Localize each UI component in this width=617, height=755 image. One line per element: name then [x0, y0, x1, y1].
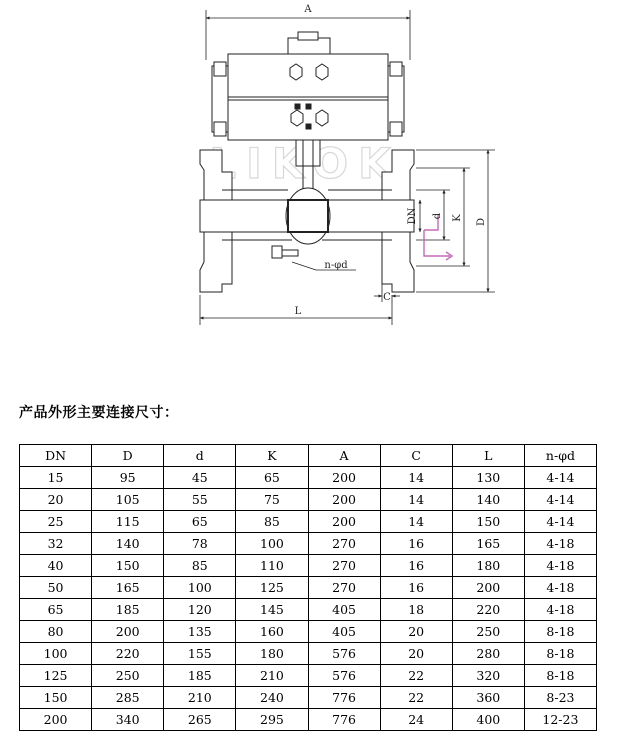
column-header: K — [236, 445, 308, 467]
table-cell: 405 — [308, 621, 380, 643]
table-cell: 576 — [308, 665, 380, 687]
table-cell: 85 — [236, 511, 308, 533]
table-cell: 4-14 — [524, 489, 596, 511]
table-cell: 22 — [380, 687, 452, 709]
table-cell: 78 — [164, 533, 236, 555]
table-cell: 165 — [452, 533, 524, 555]
table-row — [20, 555, 597, 577]
table-caption: 产品外形主要连接尺寸： — [19, 405, 179, 421]
table-cell: 65 — [20, 599, 92, 621]
table-cell: 55 — [164, 489, 236, 511]
table-cell: 14 — [380, 489, 452, 511]
table-cell: 140 — [452, 489, 524, 511]
table-cell: 40 — [20, 555, 92, 577]
table-cell: 125 — [236, 577, 308, 599]
column-header: A — [308, 445, 380, 467]
table-row — [20, 511, 597, 533]
table-cell: 4-18 — [524, 533, 596, 555]
table-cell: 200 — [92, 621, 164, 643]
table-cell: 16 — [380, 577, 452, 599]
table-cell: 110 — [236, 555, 308, 577]
column-header: DN — [20, 445, 92, 467]
valve-drawing-svg — [0, 0, 617, 340]
table-cell: 270 — [308, 555, 380, 577]
table-cell: 200 — [20, 709, 92, 731]
table-row — [20, 489, 597, 511]
table-cell: 8-18 — [524, 665, 596, 687]
table-row — [20, 577, 597, 599]
label-L: L — [294, 306, 302, 317]
table-row — [20, 621, 597, 643]
table-cell: 22 — [380, 665, 452, 687]
table-cell: 180 — [236, 643, 308, 665]
column-header: L — [452, 445, 524, 467]
column-header: C — [380, 445, 452, 467]
table-cell: 220 — [92, 643, 164, 665]
table-cell: 20 — [380, 621, 452, 643]
flow-arrow-icon — [424, 214, 452, 260]
table-cell: 115 — [92, 511, 164, 533]
table-cell: 270 — [308, 533, 380, 555]
table-cell: 18 — [380, 599, 452, 621]
table-cell: 270 — [308, 577, 380, 599]
table-cell: 776 — [308, 687, 380, 709]
table-cell: 4-14 — [524, 511, 596, 533]
valve-drawing — [0, 0, 617, 340]
table-cell: 295 — [236, 709, 308, 731]
table-cell: 105 — [92, 489, 164, 511]
table-cell: 120 — [164, 599, 236, 621]
table-cell: 280 — [452, 643, 524, 665]
table-cell: 65 — [236, 467, 308, 489]
table-row — [20, 599, 597, 621]
label-d: d — [432, 212, 443, 220]
table-cell: 150 — [92, 555, 164, 577]
table-cell: 16 — [380, 555, 452, 577]
table-row — [20, 533, 597, 555]
table-cell: 50 — [20, 577, 92, 599]
label-n-phi-d: n-φd — [324, 260, 348, 271]
table-cell: 240 — [236, 687, 308, 709]
table-cell: 200 — [308, 511, 380, 533]
table-cell: 4-18 — [524, 577, 596, 599]
table-body — [20, 467, 597, 731]
table-cell: 25 — [20, 511, 92, 533]
table-cell: 45 — [164, 467, 236, 489]
table-cell: 20 — [380, 643, 452, 665]
table-cell: 150 — [452, 511, 524, 533]
table-header-row — [20, 445, 597, 467]
table-cell: 340 — [92, 709, 164, 731]
table-cell: 220 — [452, 599, 524, 621]
dimension-table — [19, 444, 597, 731]
table-cell: 85 — [164, 555, 236, 577]
table-cell: 155 — [164, 643, 236, 665]
label-D: D — [476, 217, 487, 227]
table-cell: 210 — [236, 665, 308, 687]
table-cell: 14 — [380, 467, 452, 489]
table-cell: 250 — [452, 621, 524, 643]
table-cell: 185 — [92, 599, 164, 621]
table-cell: 15 — [20, 467, 92, 489]
table-row — [20, 687, 597, 709]
table-cell: 185 — [164, 665, 236, 687]
table-cell: 100 — [164, 577, 236, 599]
table-row — [20, 643, 597, 665]
table-cell: 576 — [308, 643, 380, 665]
column-header: n-φd — [524, 445, 596, 467]
table-cell: 4-14 — [524, 467, 596, 489]
label-DN: DN — [407, 207, 418, 225]
table-cell: 16 — [380, 533, 452, 555]
table-row — [20, 709, 597, 731]
label-C: C — [383, 292, 391, 303]
table-cell: 80 — [20, 621, 92, 643]
table-cell: 160 — [236, 621, 308, 643]
table-cell: 200 — [308, 467, 380, 489]
table-cell: 14 — [380, 511, 452, 533]
table-cell: 20 — [20, 489, 92, 511]
table-cell: 4-18 — [524, 599, 596, 621]
table-cell: 100 — [20, 643, 92, 665]
label-K: K — [452, 214, 463, 222]
column-header: d — [164, 445, 236, 467]
table-cell: 776 — [308, 709, 380, 731]
table-row — [20, 467, 597, 489]
table-cell: 145 — [236, 599, 308, 621]
table-cell: 405 — [308, 599, 380, 621]
table-cell: 150 — [20, 687, 92, 709]
table-row — [20, 665, 597, 687]
table-cell: 12-23 — [524, 709, 596, 731]
table-cell: 285 — [92, 687, 164, 709]
table-cell: 400 — [452, 709, 524, 731]
table-cell: 24 — [380, 709, 452, 731]
table-cell: 180 — [452, 555, 524, 577]
table-cell: 130 — [452, 467, 524, 489]
table-cell: 75 — [236, 489, 308, 511]
table-cell: 8-18 — [524, 643, 596, 665]
table-cell: 100 — [236, 533, 308, 555]
table-cell: 165 — [92, 577, 164, 599]
table-cell: 320 — [452, 665, 524, 687]
table-cell: 250 — [92, 665, 164, 687]
table-cell: 265 — [164, 709, 236, 731]
table-cell: 4-18 — [524, 555, 596, 577]
table-cell: 135 — [164, 621, 236, 643]
table-cell: 200 — [452, 577, 524, 599]
actuator — [212, 32, 404, 140]
table-cell: 8-18 — [524, 621, 596, 643]
table-cell: 8-23 — [524, 687, 596, 709]
table-cell: 32 — [20, 533, 92, 555]
column-header: D — [92, 445, 164, 467]
table-cell: 95 — [92, 467, 164, 489]
table-cell: 65 — [164, 511, 236, 533]
table-cell: 125 — [20, 665, 92, 687]
table-cell: 360 — [452, 687, 524, 709]
table-cell: 210 — [164, 687, 236, 709]
table-cell: 200 — [308, 489, 380, 511]
table-cell: 140 — [92, 533, 164, 555]
label-A: A — [304, 4, 312, 15]
